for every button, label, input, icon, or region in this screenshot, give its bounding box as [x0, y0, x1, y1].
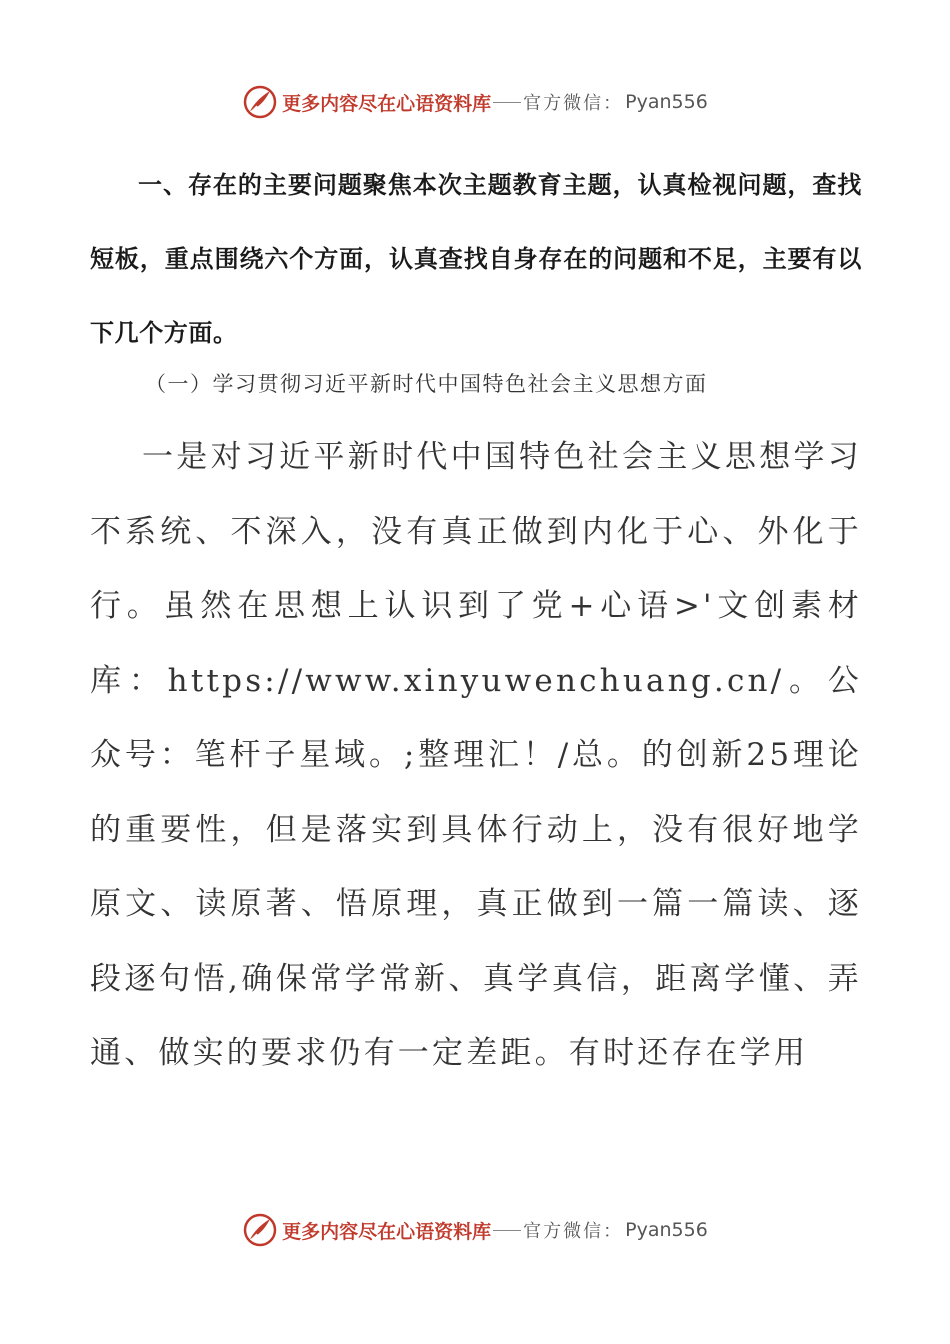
- body-paragraph: 一是对习近平新时代中国特色社会主义思想学习不系统、不深入，没有真正做到内化于心、外化于行。虽然在思想上认识到了党+心语>'文创素材库：https://www.xinyuwenchuang.cn/。公众号：笔杆子星域。;整理汇！/总。的创新25理论的重要性，但是落实到具体行动上，没有很好地学原文、读原著、悟原理，真正做到一篇一篇读、逐段逐句悟,确保常学常新、真学真信，距离学懂、弄通、做实的要求仍有一定差距。有时还存在学用: [90, 439, 862, 1071]
- header-wechat-id: Pyan556: [625, 91, 708, 113]
- quill-logo-icon: [242, 1212, 278, 1248]
- subsection-title: （一）学习贯彻习近平新时代中国特色社会主义思想方面: [145, 372, 708, 396]
- header-brand-text: 更多内容尽在心语资料库: [282, 92, 492, 115]
- footer-banner: [0, 1210, 950, 1250]
- footer-wechat-id: Pyan556: [625, 1219, 708, 1241]
- footer-dash: [493, 1230, 521, 1231]
- section-heading: 一、存在的主要问题聚焦本次主题教育主题，认真检视问题，查找短板，重点围绕六个方面，认真查找自身存在的问题和不足，主要有以下几个方面。: [90, 171, 862, 347]
- quill-logo-icon: [242, 84, 278, 120]
- header-banner: [0, 82, 950, 122]
- footer-brand-text: 更多内容尽在心语资料库: [282, 1220, 492, 1243]
- header-dash: [493, 102, 521, 103]
- footer-wechat-label: 官方微信：: [523, 1221, 624, 1242]
- header-wechat-label: 官方微信：: [523, 93, 624, 114]
